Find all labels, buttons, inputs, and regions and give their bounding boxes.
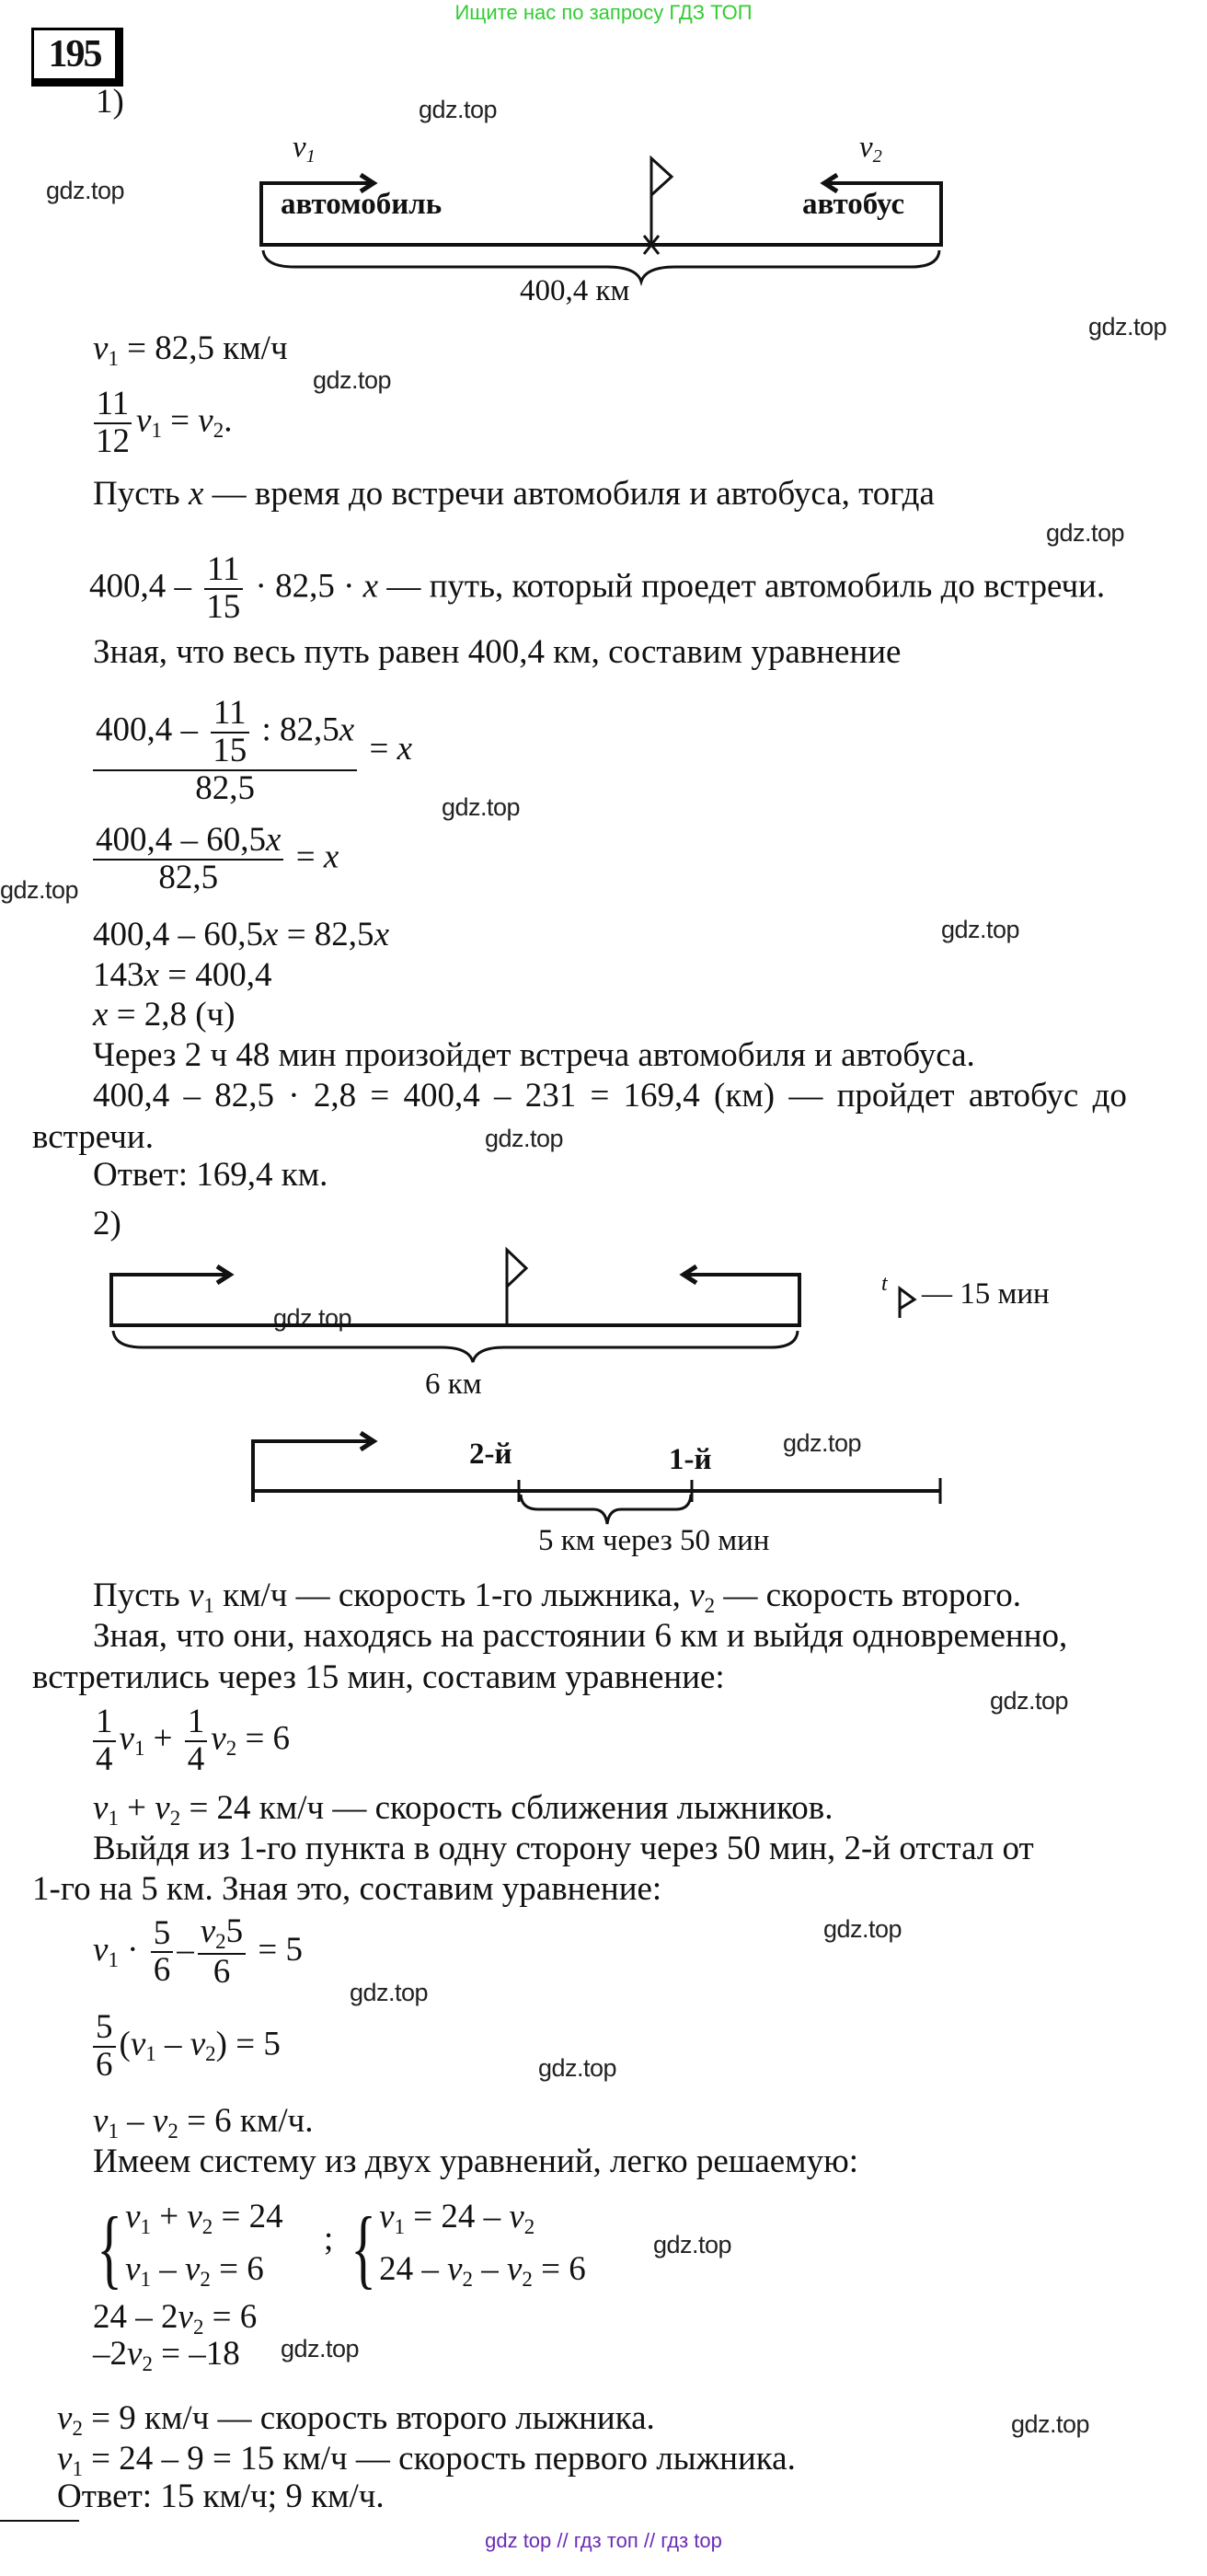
math-variable: v [93,1789,109,1827]
system-line [379,2248,586,2301]
fraction [93,387,132,460]
diagram-skiers-meet [111,1250,914,1362]
math-variable: v [447,2249,463,2288]
equation-4 [93,956,272,995]
math-subscript: 1 [108,346,119,370]
math-variable: x [93,996,109,1034]
math-text: – [118,2102,153,2140]
system-brace: { [97,2198,122,2297]
fraction [93,2010,116,2084]
math-text: = 2,8 (ч) [108,996,236,1034]
fraction-numerator: 1 [185,1704,208,1742]
math-subscript: 2 [213,419,224,443]
math-text: — путь, который проедет автомобиль до встречи. [378,567,1106,606]
fraction-numerator: 11 [204,552,243,590]
math-variable: x [339,710,355,749]
watermark: gdz.top [281,2335,360,2362]
fraction [185,1704,208,1778]
math-subscript: 1 [305,146,316,167]
fraction-denominator: 15 [206,587,241,626]
math-variable: v [188,1577,204,1614]
math-text: = 24 [213,2198,283,2235]
flag-icon [507,1250,526,1325]
math-text: 400,4 – [89,567,201,606]
math-subscript: 2 [72,2416,83,2440]
math-text: = 6 [532,2249,586,2288]
math-variable: v [187,2198,202,2235]
math-subscript: 2 [522,2267,533,2291]
distance-label: 400,4 км [520,274,630,307]
fraction [151,1913,174,1990]
watermark: gdz.top [538,2054,617,2082]
math-text: = 5 [249,1930,304,1969]
math-variable: v [152,2102,168,2140]
watermark: gdz.top [990,1687,1069,1715]
math-variable: v [211,1719,226,1758]
equation-system-b [342,2196,586,2301]
watermark: gdz.top [1046,519,1125,547]
system-separator: ; [324,2220,334,2258]
answer-2: Ответ: 15 км/ч; 9 км/ч. [57,2478,385,2515]
math-text: . [224,401,233,440]
car-path-expression [89,552,1105,626]
bus-label: автобус [802,188,905,221]
fraction-numerator [93,696,357,771]
fraction-denominator: 12 [96,422,130,460]
time-symbol: t [881,1272,888,1296]
fraction-denominator: 82,5 [158,858,219,896]
math-subscript: 1 [394,2214,405,2238]
math-variable: x [397,729,413,768]
math-text: = [287,837,324,876]
know-statement-1: Зная, что они, находясь на расстоянии 6 км и выйдя одновременно, [93,1617,1068,1655]
math-variable: v [190,2025,206,2063]
divider [0,2520,79,2522]
equation-2 [93,1914,303,1991]
skier1-label: 1-й [669,1443,712,1476]
math-variable: v [57,2399,73,2437]
watermark: gdz.top [823,1915,902,1943]
math-variable: v [293,131,306,164]
equation-5 [93,996,236,1034]
footer-links[interactable]: gdz top // гдз топ // гдз top [485,2529,722,2552]
math-text: : 82,5 [253,710,339,749]
equation-1 [89,696,412,807]
math-variable: v [155,1789,170,1827]
math-text: = 24 км/ч — скорость сближения лыжников. [180,1789,833,1827]
math-text: — скорость второго. [715,1577,1021,1614]
bus-distance-calc: 400,4 – 82,5 · 2,8 = 400,4 – 231 = 169,4 (км) — пройдет автобус до [93,1077,1127,1115]
bus-distance-calc-cont: встречи. [32,1118,154,1156]
problem-number: 195 [31,28,123,87]
math-text: + [150,2198,188,2235]
part2-label: 2) [93,1205,121,1242]
math-subscript: 1 [108,2119,119,2143]
math-text: км/ч — скорость 1-го лыжника, [213,1577,690,1614]
math-variable: v [127,2335,143,2373]
v2-label [859,131,882,167]
fraction-numerator [198,1914,246,1955]
math-text: – [150,2249,185,2288]
fraction-denominator: 4 [96,1739,113,1778]
watermark: gdz.top [485,1125,564,1152]
math-subscript: 1 [151,419,162,443]
math-text: 400,4 – [96,710,207,749]
skier2-start [685,1275,799,1327]
math-subscript: 2 [215,1929,226,1953]
fraction-denominator: 6 [213,1952,231,1991]
fraction [198,1914,246,1991]
math-variable: v [506,2249,523,2288]
distance-label: 6 км [425,1368,482,1401]
math-text: –2 [93,2335,127,2373]
math-subscript: 1 [108,1947,119,1971]
math-subscript: 2 [523,2214,535,2238]
fraction-denominator: 4 [187,1739,205,1778]
fraction-numerator [93,823,283,861]
math-subscript: 1 [145,2042,156,2066]
math-text: = 400,4 [158,956,272,994]
system-line [125,2196,283,2248]
out-statement-2: 1-го на 5 км. Зная это, составим уравнение: [32,1870,662,1908]
watermark: gdz.top [783,1429,862,1457]
math-text: = [161,401,199,440]
math-variable: v [178,2298,193,2336]
skier1-start [111,1275,228,1327]
math-variable: x [362,567,379,606]
equation-3 [89,2010,281,2084]
math-subscript: 1 [133,1737,145,1761]
watermark: gdz.top [0,876,79,904]
math-subscript: 2 [167,2119,178,2143]
watermark: gdz.top [419,96,498,123]
math-variable: v [93,1930,109,1969]
math-variable: v [119,1719,134,1758]
watermark: gdz.top [46,177,125,204]
promo-header[interactable]: Ищите нас по запросу ГДЗ ТОП [454,1,753,24]
math-text: = [361,729,397,768]
watermark: gdz.top [273,1304,352,1332]
math-subscript: 1 [72,2456,83,2480]
math-text: – [177,1930,194,1969]
math-subscript: 2 [142,2351,153,2375]
math-variable: v [57,2440,73,2478]
know-statement-2: встретились через 15 мин, составим уравнение: [32,1658,725,1696]
fraction-denominator: 15 [213,731,247,769]
math-text: Пусть [93,475,189,513]
math-text: Пусть [93,1577,189,1614]
math-text: 143 [93,956,144,994]
math-variable: v [198,401,213,440]
speed-ratio [89,387,232,460]
math-text: = 24 – 9 = 15 км/ч — скорость первого лыжника. [82,2440,796,2478]
math-subscript: 2 [201,2214,213,2238]
watermark: gdz.top [653,2231,732,2258]
math-text: = –18 [152,2335,240,2373]
math-variable: v [93,2102,109,2140]
math-subscript: 2 [169,1806,181,1830]
math-text: + [118,1789,155,1827]
fraction-numerator: 11 [94,387,132,424]
math-variable: x [188,475,204,513]
car-label: автомобиль [281,188,443,221]
watermark: gdz.top [350,1979,429,2006]
math-subscript: 2 [704,1593,716,1617]
system-line [125,2248,283,2301]
answer-1: Ответ: 169,4 км. [93,1156,328,1194]
fraction-numerator: 5 [93,2010,116,2048]
math-variable: v [125,2249,141,2288]
equation-2 [89,823,339,896]
math-variable: v [200,1912,216,1950]
watermark: gdz.top [442,793,521,821]
math-variable: x [144,956,159,994]
fraction-numerator: 11 [211,696,249,734]
distance-brace [113,1331,798,1362]
time-flag-icon [900,1288,914,1318]
fraction [203,552,243,626]
system-brace: { [351,2198,376,2297]
fraction [210,696,249,769]
math-variable: x [323,837,339,876]
v1-label [293,131,316,167]
math-text: 400,4 – 60,5 [93,916,263,953]
math-text: + [144,1719,181,1758]
math-text: = 6 [203,2298,258,2336]
math-subscript: 2 [200,2267,211,2291]
fraction [93,823,283,896]
math-text: = 6 [210,2249,264,2288]
math-subscript: 2 [205,2042,216,2066]
math-text: = 9 км/ч — скорость второго лыжника. [82,2399,655,2437]
math-text: 24 – [379,2249,448,2288]
math-variable: x [374,916,389,953]
math-subscript: 2 [462,2267,473,2291]
fraction [93,1704,116,1778]
meeting-time-label: — 15 мин [922,1277,1050,1311]
equation-5 [93,2335,240,2384]
fraction-numerator: 1 [93,1704,116,1742]
math-variable: x [266,821,282,859]
diagram-skiers-same-direction [251,1433,941,1524]
equation-system-a [88,2196,283,2301]
math-subscript: 2 [192,2315,204,2339]
system-line [379,2196,586,2248]
watermark: gdz.top [1088,313,1167,341]
math-text: – [472,2249,507,2288]
math-variable: v [136,401,152,440]
math-text: 400,4 – 60,5 [96,821,266,859]
fraction-denominator: 6 [96,2045,113,2084]
fraction [93,696,357,807]
math-text: — время до встречи автомобиля и автобуса, тогда [203,475,935,513]
meeting-time: Через 2 ч 48 мин произойдет встреча автомобиля и автобуса. [93,1036,975,1074]
fraction-numerator: 5 [151,1916,174,1954]
fraction-denominator: 82,5 [195,768,255,807]
math-variable: v [859,131,873,164]
start-marker [253,1441,372,1502]
flag-icon [651,158,672,247]
watermark: gdz.top [941,916,1020,943]
math-variable: v [689,1577,705,1614]
part1-label: 1) [96,83,124,121]
math-text: ( [119,2025,131,2063]
watermark: gdz.top [313,366,392,394]
math-text: = 24 – [404,2198,510,2235]
math-variable: v [125,2198,141,2235]
v1-value [93,329,288,378]
equation-3 [93,916,389,954]
math-text: · 82,5 · [247,567,363,606]
math-text: – [155,2025,190,2063]
out-statement-1: Выйдя из 1-го пункта в одну сторону через 50 мин, 2-й отстал от [93,1830,1034,1867]
math-variable: v [93,329,109,367]
know-statement: Зная, что весь путь равен 400,4 км, составим уравнение [93,633,902,671]
skier2-label: 2-й [469,1438,512,1471]
gap-label: 5 км через 50 мин [538,1524,770,1557]
math-text: 5 [225,1912,244,1950]
math-text: 24 – 2 [93,2298,178,2336]
gap-brace [521,1495,691,1524]
math-text: ) = 5 [215,2025,281,2063]
math-variable: v [130,2025,146,2063]
math-variable: v [379,2198,395,2235]
math-text: = 6 [236,1719,291,1758]
watermark: gdz.top [1011,2410,1090,2438]
equation-1 [89,1704,290,1778]
math-subscript: 1 [203,1593,214,1617]
math-variable: v [509,2198,524,2235]
let-statement [93,475,935,514]
math-text: · [118,1930,147,1969]
math-subscript: 1 [140,2267,151,2291]
math-subscript: 2 [225,1737,237,1761]
math-text: = 82,5 км/ч [118,329,288,367]
math-variable: v [184,2249,201,2288]
math-subscript: 1 [108,1806,119,1830]
system-intro: Имеем систему из двух уравнений, легко решаемую: [93,2143,859,2180]
math-subscript: 1 [140,2214,151,2238]
math-variable: x [263,916,279,953]
math-subscript: 2 [872,146,882,167]
math-text: = 82,5 [278,916,374,953]
fraction-denominator: 6 [153,1951,171,1990]
math-text: = 6 км/ч. [178,2102,314,2140]
